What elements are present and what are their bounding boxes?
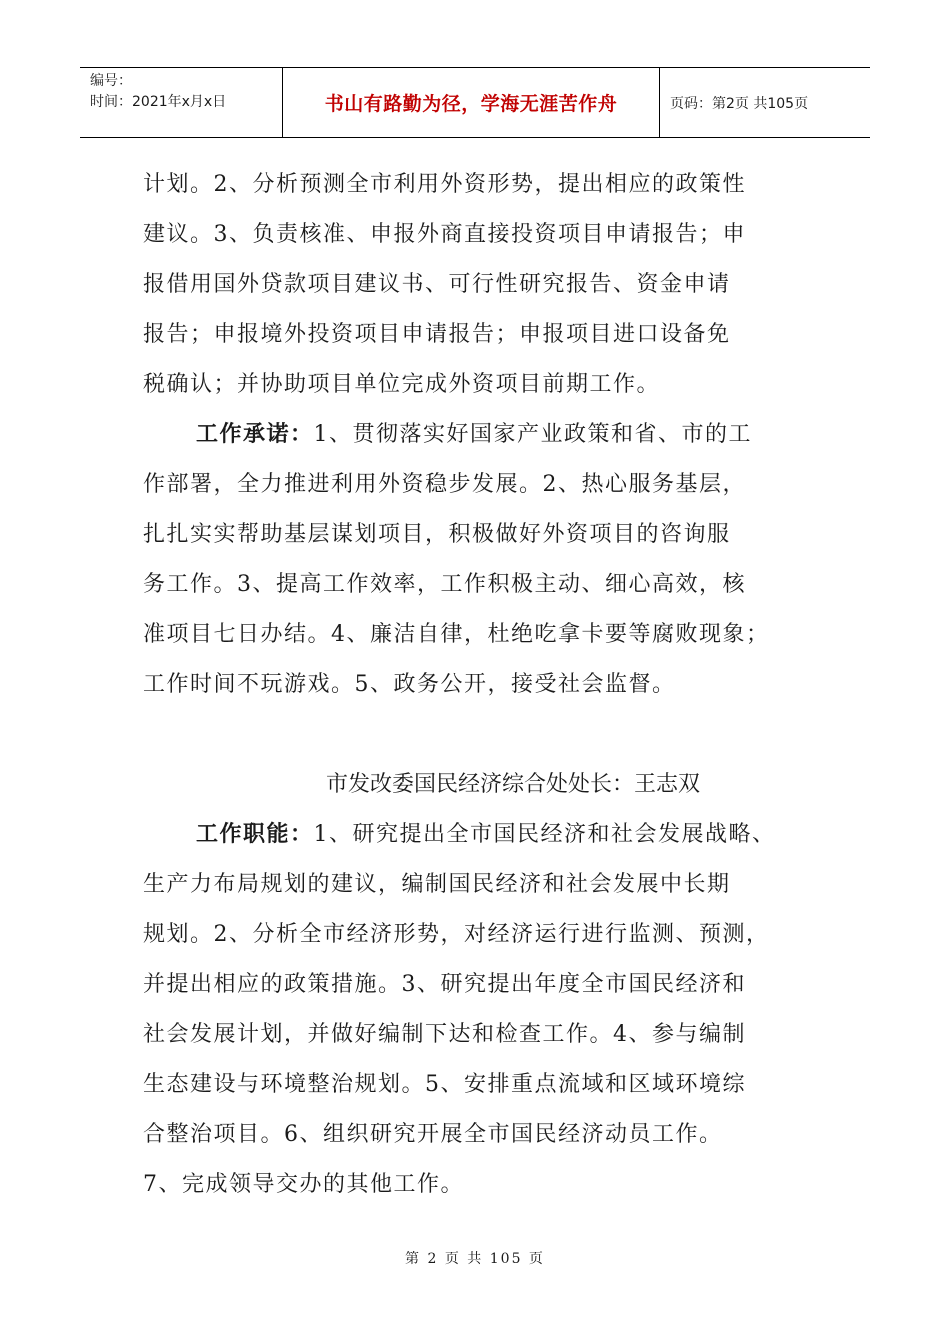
commitment-paragraph-start — [143, 410, 823, 460]
body-line: 合整治项目。6、组织研究开展全市国民经济动员工作。 — [143, 1122, 723, 1147]
section-heading: 市发改委国民经济综合处处长：王志双 — [325, 772, 700, 797]
body-line: 准项目七日办结。4、廉洁自律，杜绝吃拿卡要等腐败现象； — [143, 622, 770, 647]
header-meta — [80, 68, 283, 137]
body-line: 社会发展计划，并做好编制下达和检查工作。4、参与编制 — [143, 1022, 746, 1047]
commitment-first-line: 1、贯彻落实好国家产业政策和省、市的工 — [313, 422, 753, 447]
duty-paragraph-start — [143, 810, 823, 860]
body-line: 作部署，全力推进利用外资稳步发展。2、热心服务基层， — [143, 472, 746, 497]
duty-first-line: 1、研究提出全市国民经济和社会发展战略、 — [313, 822, 776, 847]
body-line: 建议。3、负责核准、申报外商直接投资项目申请报告；申 — [143, 222, 746, 247]
document-time-label: 时间：2021年x月x日 — [90, 94, 227, 110]
body-line: 报借用国外贷款项目建议书、可行性研究报告、资金申请 — [143, 272, 731, 297]
header-page-number: 页码：第2页 共105页 — [670, 95, 809, 112]
body-line: 工作时间不玩游戏。5、政务公开，接受社会监督。 — [143, 672, 676, 697]
body-line: 生产力布局规划的建议，编制国民经济和社会发展中长期 — [143, 872, 731, 897]
duty-label: 工作职能： — [196, 822, 314, 847]
body-line: 计划。2、分析预测全市利用外资形势，提出相应的政策性 — [143, 172, 746, 197]
body-line: 7、完成领导交办的其他工作。 — [143, 1172, 464, 1197]
body-line: 税确认；并协助项目单位完成外资项目前期工作。 — [143, 372, 661, 397]
body-line: 务工作。3、提高工作效率，工作积极主动、细心高效，核 — [143, 572, 746, 597]
body-line: 规划。2、分析全市经济形势，对经济运行进行监测、预测， — [143, 922, 770, 947]
body-line: 报告；申报境外投资项目申请报告；申报项目进口设备免 — [143, 322, 731, 347]
section-spacer — [143, 710, 823, 760]
header-motto: 书山有路勤为径，学海无涯苦作舟 — [283, 68, 660, 137]
body-line: 生态建设与环境整治规划。5、安排重点流域和区域环境综 — [143, 1072, 746, 1097]
page-footer: 第 2 页 共 105 页 — [405, 1251, 545, 1267]
document-body — [143, 160, 823, 1210]
body-line: 扎扎实实帮助基层谋划项目，积极做好外资项目的咨询服 — [143, 522, 731, 547]
body-line: 并提出相应的政策措施。3、研究提出年度全市国民经济和 — [143, 972, 746, 997]
page-header — [80, 67, 870, 138]
commitment-label: 工作承诺： — [196, 422, 314, 447]
document-number-label: 编号： — [90, 73, 132, 89]
